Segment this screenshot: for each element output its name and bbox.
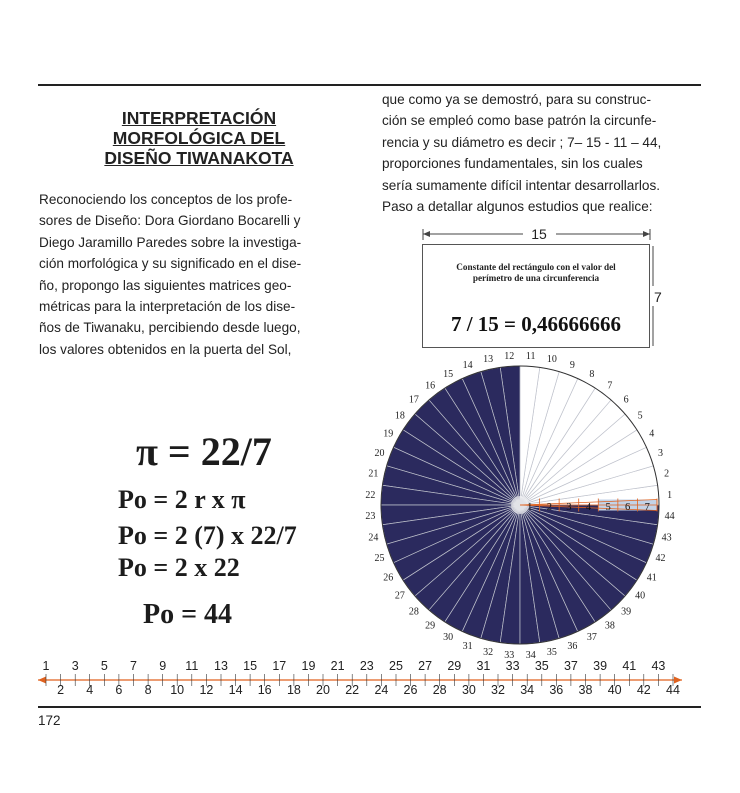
- sector-number-label: 33: [504, 650, 515, 662]
- paragraph-line: Diego Jaramillo Paredes sobre la investiga-: [39, 234, 302, 250]
- formula-line-2: Po = 2 (7) x 22/7: [118, 521, 297, 550]
- ruler-label-even: 10: [170, 683, 185, 697]
- ruler-label-odd: 33: [505, 659, 520, 673]
- paragraph-line: ción morfológica y su significado en el dise-: [39, 256, 302, 272]
- paragraph-line: sores de Diseño: Dora Giordano Bocarelli y: [39, 213, 301, 229]
- formula-line-3: Po = 2 x 22: [118, 553, 240, 582]
- sector-number-label: 27: [394, 590, 405, 602]
- sector-number-label: 15: [443, 368, 454, 380]
- sector-number-label: 8: [589, 368, 595, 380]
- sector-number-label: 26: [383, 572, 394, 584]
- radius-unit-label: 3: [566, 502, 572, 513]
- width-label: 15: [531, 226, 547, 242]
- radius-unit-label: 1: [527, 502, 533, 513]
- radius-unit-label: 2: [546, 502, 552, 513]
- sector-number-label: 28: [408, 606, 419, 618]
- paragraph-line: ños de Tiwanaku, percibiendo desde luego,: [39, 320, 301, 336]
- rectangle-ratio-value: 7 / 15 = 0,46666666: [450, 312, 622, 336]
- sector-number-label: 42: [655, 552, 666, 564]
- ruler-label-even: 32: [491, 683, 505, 697]
- sector-number-label: 35: [546, 647, 557, 659]
- sector-number-label: 21: [368, 468, 379, 480]
- ruler-label-odd: 19: [301, 659, 316, 673]
- sector-number-label: 2: [664, 468, 670, 480]
- sector-number-label: 11: [525, 350, 536, 362]
- sector-number-label: 19: [383, 428, 394, 440]
- ruler-label-even: 26: [403, 683, 418, 697]
- ruler-label-odd: 31: [476, 659, 491, 673]
- radius-unit-label: 7: [644, 502, 650, 513]
- sector-number-label: 1: [667, 489, 673, 501]
- ruler-label-odd: 1: [42, 659, 50, 673]
- ruler-label-odd: 13: [214, 659, 228, 673]
- paragraph-line: Paso a detallar algunos estudios que realice:: [382, 199, 653, 215]
- caption-line: perímetro de una circunferencia: [472, 273, 600, 283]
- ruler-label-odd: 25: [389, 659, 403, 673]
- pi-formula: π = 22/7: [136, 429, 272, 474]
- paragraph-line: sería sumamente difícil intentar desarrollarlos.: [382, 177, 661, 193]
- sector-number-label: 12: [504, 350, 515, 362]
- sector-number-label: 9: [569, 360, 575, 371]
- ruler-label-odd: 43: [651, 659, 666, 673]
- sector-number-label: 36: [567, 641, 578, 652]
- sector-number-label: 25: [374, 552, 385, 564]
- radius-unit-label: 6: [625, 502, 631, 513]
- radius-unit-label: 5: [605, 502, 611, 513]
- sector-number-label: 13: [483, 353, 494, 365]
- sector-number-label: 16: [425, 380, 436, 392]
- ruler-label-even: 2: [57, 683, 65, 697]
- ruler-arrow-left: [38, 677, 46, 684]
- ruler-label-even: 34: [520, 683, 535, 697]
- sector-number-label: 14: [462, 360, 473, 371]
- title-line: MORFOLÓGICA DEL: [112, 128, 286, 148]
- paragraph-line: Reconociendo los conceptos de los profe-: [39, 192, 293, 207]
- sector-number-label: 37: [586, 632, 597, 644]
- ruler-label-even: 6: [115, 683, 123, 697]
- sector-number-label: 32: [483, 647, 494, 659]
- sector-number-label: 5: [637, 410, 643, 422]
- caption-line: Constante del rectángulo con el valor del: [456, 262, 616, 272]
- sector-number-label: 39: [621, 606, 632, 618]
- ruler-label-even: 44: [666, 683, 680, 697]
- ruler-label-even: 22: [345, 683, 360, 697]
- ruler-label-odd: 27: [418, 659, 433, 673]
- sector-number-label: 40: [635, 590, 646, 602]
- sector-number-label: 10: [546, 353, 557, 365]
- ruler-label-odd: 23: [359, 659, 374, 673]
- ruler-label-odd: 5: [100, 659, 108, 673]
- ruler-label-even: 24: [374, 683, 389, 697]
- ruler-label-odd: 3: [71, 659, 79, 673]
- sector-number-label: 44: [664, 511, 675, 523]
- sector-number-label: 31: [462, 641, 473, 652]
- ruler-label-even: 12: [199, 683, 214, 697]
- ruler-label-odd: 7: [130, 659, 137, 673]
- title-line: DISEÑO TIWANAKOTA: [104, 148, 294, 168]
- formula-result: Po = 44: [143, 599, 233, 630]
- ruler-label-odd: 37: [563, 659, 578, 673]
- ruler-label-odd: 35: [534, 659, 549, 673]
- ruler-label-even: 28: [432, 683, 447, 697]
- sector-number-label: 34: [525, 650, 536, 662]
- ruler-label-odd: 29: [447, 659, 462, 673]
- sector-number-label: 4: [649, 428, 655, 440]
- title-line: INTERPRETACIÓN: [121, 108, 277, 128]
- ruler-label-even: 4: [86, 683, 94, 697]
- ruler-label-even: 8: [144, 683, 152, 697]
- sector-number-label: 22: [365, 489, 376, 501]
- sector-number-label: 30: [443, 632, 454, 644]
- paragraph-line: que como ya se demostró, para su construc-: [382, 92, 651, 107]
- ruler-label-odd: 15: [243, 659, 258, 673]
- height-label: 7: [654, 289, 662, 305]
- sector-number-label: 43: [661, 532, 672, 544]
- arrowhead: [643, 231, 650, 237]
- page-number: 172: [38, 713, 61, 728]
- arrowhead: [423, 231, 430, 237]
- paragraph-line: ño, propongo las siguientes matrices geo-: [39, 277, 292, 293]
- paragraph-line: métricas para la interpretación de los dise-: [39, 299, 296, 315]
- ruler-label-odd: 11: [185, 659, 199, 673]
- sector-number-label: 29: [425, 620, 436, 632]
- sector-number-label: 7: [607, 380, 613, 392]
- ruler-label-odd: 9: [159, 659, 167, 673]
- ruler-label-even: 38: [578, 683, 593, 697]
- ruler-label-odd: 41: [622, 659, 637, 673]
- ruler-label-odd: 39: [593, 659, 608, 673]
- radius-unit-label: 4: [585, 502, 592, 513]
- sector-number-label: 38: [604, 620, 615, 632]
- sector-number-label: 17: [408, 394, 419, 406]
- sector-number-label: 41: [646, 572, 657, 584]
- ruler-label-even: 18: [286, 683, 301, 697]
- paragraph-line: ción se empleó como base patrón la circunfe-: [382, 113, 657, 129]
- sector-number-label: 20: [374, 448, 385, 460]
- ruler-label-even: 36: [549, 683, 564, 697]
- formula-line-1: Po = 2 r x π: [118, 485, 246, 514]
- paragraph-line: los valores obtenidos en la puerta del Sol,: [39, 341, 292, 357]
- sector-number-label: 18: [394, 410, 405, 422]
- ruler-label-even: 30: [461, 683, 476, 697]
- sector-number-label: 3: [658, 448, 663, 460]
- sector-number-label: 24: [368, 532, 379, 544]
- paragraph-line: rencia y su diámetro es decir ; 7– 15 - 11 – 44,: [382, 134, 662, 150]
- ruler-label-odd: 17: [272, 659, 287, 673]
- ruler-label-even: 42: [636, 683, 651, 697]
- ruler-label-odd: 21: [330, 659, 345, 673]
- ruler-label-even: 14: [228, 683, 243, 697]
- ruler-label-even: 20: [316, 683, 330, 697]
- ruler-label-even: 40: [607, 683, 622, 697]
- paragraph-line: proporciones fundamentales, sin los cuales: [382, 156, 643, 172]
- sector-number-label: 6: [623, 394, 629, 406]
- ruler-label-even: 16: [257, 683, 272, 697]
- sector-number-label: 23: [365, 511, 376, 523]
